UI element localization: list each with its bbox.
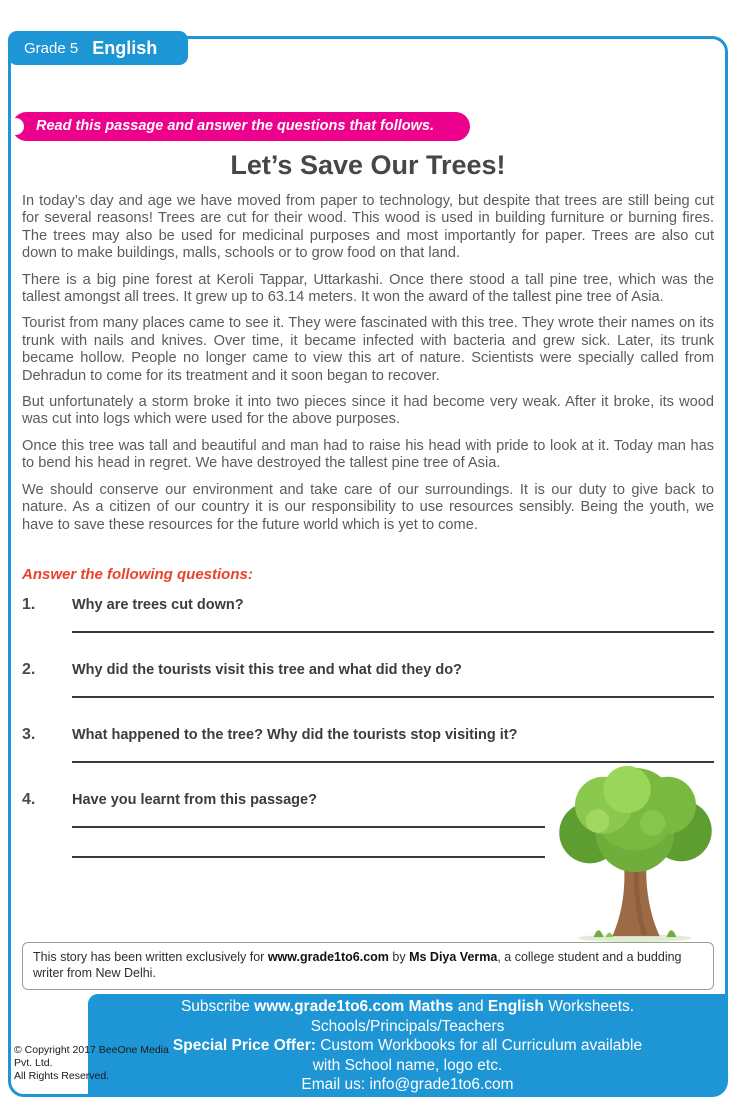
question-4-answer-line-2[interactable]	[72, 856, 545, 858]
tree-foliage	[559, 766, 711, 872]
passage-paragraph-6: We should conserve our environment and take care of our surroundings. It is our duty to give back to nature. As a citizen of our country it is our responsibility to use resources sensibly. Being the youth, we have to save these resources for the future world which is yet to come.	[22, 481, 714, 533]
question-3-text: What happened to the tree? Why did the tourists stop visiting it?	[72, 727, 518, 743]
note-text-2: by	[388, 950, 410, 964]
footer-offer-label: Special Price Offer:	[172, 1037, 316, 1054]
question-2-answer-line[interactable]	[72, 696, 714, 698]
note-text-3: , a college student and a budding writer from New Delhi.	[33, 950, 682, 980]
tree-illustration	[536, 762, 734, 944]
passage-paragraph-3: Tourist from many places came to see it. They were fascinated with this tree. They wrote their names on its trunk with nails and knives. Over time, it became infected with bacteria and grew sick. Later, its trunk became hollow. People no longer came to view this art of nature. Scientists were specially called from Dehradun to come for its treatment and it soon began to recover.	[22, 315, 714, 384]
footer-english: English	[487, 998, 544, 1015]
question-4-answer-line-1[interactable]	[72, 826, 545, 828]
question-4-text: Have you learnt from this passage?	[72, 792, 317, 808]
passage-body	[22, 193, 714, 543]
footer-offer-text: Custom Workbooks for all Curriculum available	[315, 1037, 643, 1054]
passage-paragraph-2: There is a big pine forest at Keroli Tappar, Uttarkashi. Once there stood a tall pine tree, which was the tallest amongst all trees. It grew up to 63.14 meters. It won the award of the tallest pine tree of Asia.	[22, 271, 714, 306]
question-2-number: 2.	[22, 661, 36, 678]
passage-title: Let’s Save Our Trees!	[230, 150, 506, 180]
note-site: www.grade1to6.com	[267, 950, 389, 964]
footer-worksheets: Worksheets.	[543, 998, 635, 1015]
subject-label: English	[92, 37, 158, 58]
footer-subscribe-label: Subscribe	[180, 998, 255, 1015]
question-1-number: 1.	[22, 596, 36, 613]
instruction-banner	[12, 112, 470, 141]
copyright-line-2: All Rights Reserved.	[14, 1070, 110, 1082]
question-1-answer-line[interactable]	[72, 631, 714, 633]
question-2-text: Why did the tourists visit this tree and what did they do?	[72, 662, 462, 678]
note-text-1: This story has been written exclusively for	[33, 950, 268, 964]
footer-site-maths: www.grade1to6.com Maths	[254, 998, 454, 1015]
banner-notch-circle	[7, 118, 24, 135]
question-4-number: 4.	[22, 791, 36, 808]
footer-email-line: Email us: info@grade1to6.com	[301, 1076, 514, 1093]
author-note-box	[22, 942, 714, 990]
questions-heading: Answer the following questions:	[22, 566, 253, 583]
passage-paragraph-5: Once this tree was tall and beautiful and man had to raise his head with pride to look at it. Today man has to bend his head in regret. We have destroyed the tallest pine tree of Asia.	[22, 437, 714, 472]
footer-and: and	[453, 998, 488, 1015]
footer-subscribe-line	[88, 997, 727, 1017]
footer-audience-line: Schools/Principals/Teachers	[310, 1017, 505, 1035]
question-2	[22, 661, 714, 698]
question-1-text: Why are trees cut down?	[72, 597, 244, 613]
question-1	[22, 596, 714, 633]
copyright-line-1: © Copyright 2017 BeeOne Media Pvt. Ltd.	[14, 1044, 169, 1069]
passage-paragraph-4: But unfortunately a storm broke it into two pieces since it had become very weak. After it broke, its wood was cut into logs which were used for the above purposes.	[22, 394, 714, 428]
grade-tab	[8, 31, 188, 65]
footer-offer-line-2: with School name, logo etc.	[312, 1056, 503, 1074]
instruction-text: Read this passage and answer the questions that follows.	[36, 118, 435, 134]
copyright-notice	[14, 1044, 184, 1083]
passage-paragraph-1: In today’s day and age we have moved from paper to technology, but despite that trees are still being cut for several reasons! Trees are cut for their wood. This wood is used in building furniture or burning fires. The trees may also be used for medicinal purposes and most importantly for paper. Trees are also cut down to make buildings, malls, schools or to grow food on that land.	[22, 193, 714, 262]
grade-label: Grade 5	[24, 39, 79, 57]
note-author: Ms Diya Verma	[409, 950, 498, 964]
question-3-number: 3.	[22, 726, 36, 743]
question-3	[22, 726, 714, 763]
